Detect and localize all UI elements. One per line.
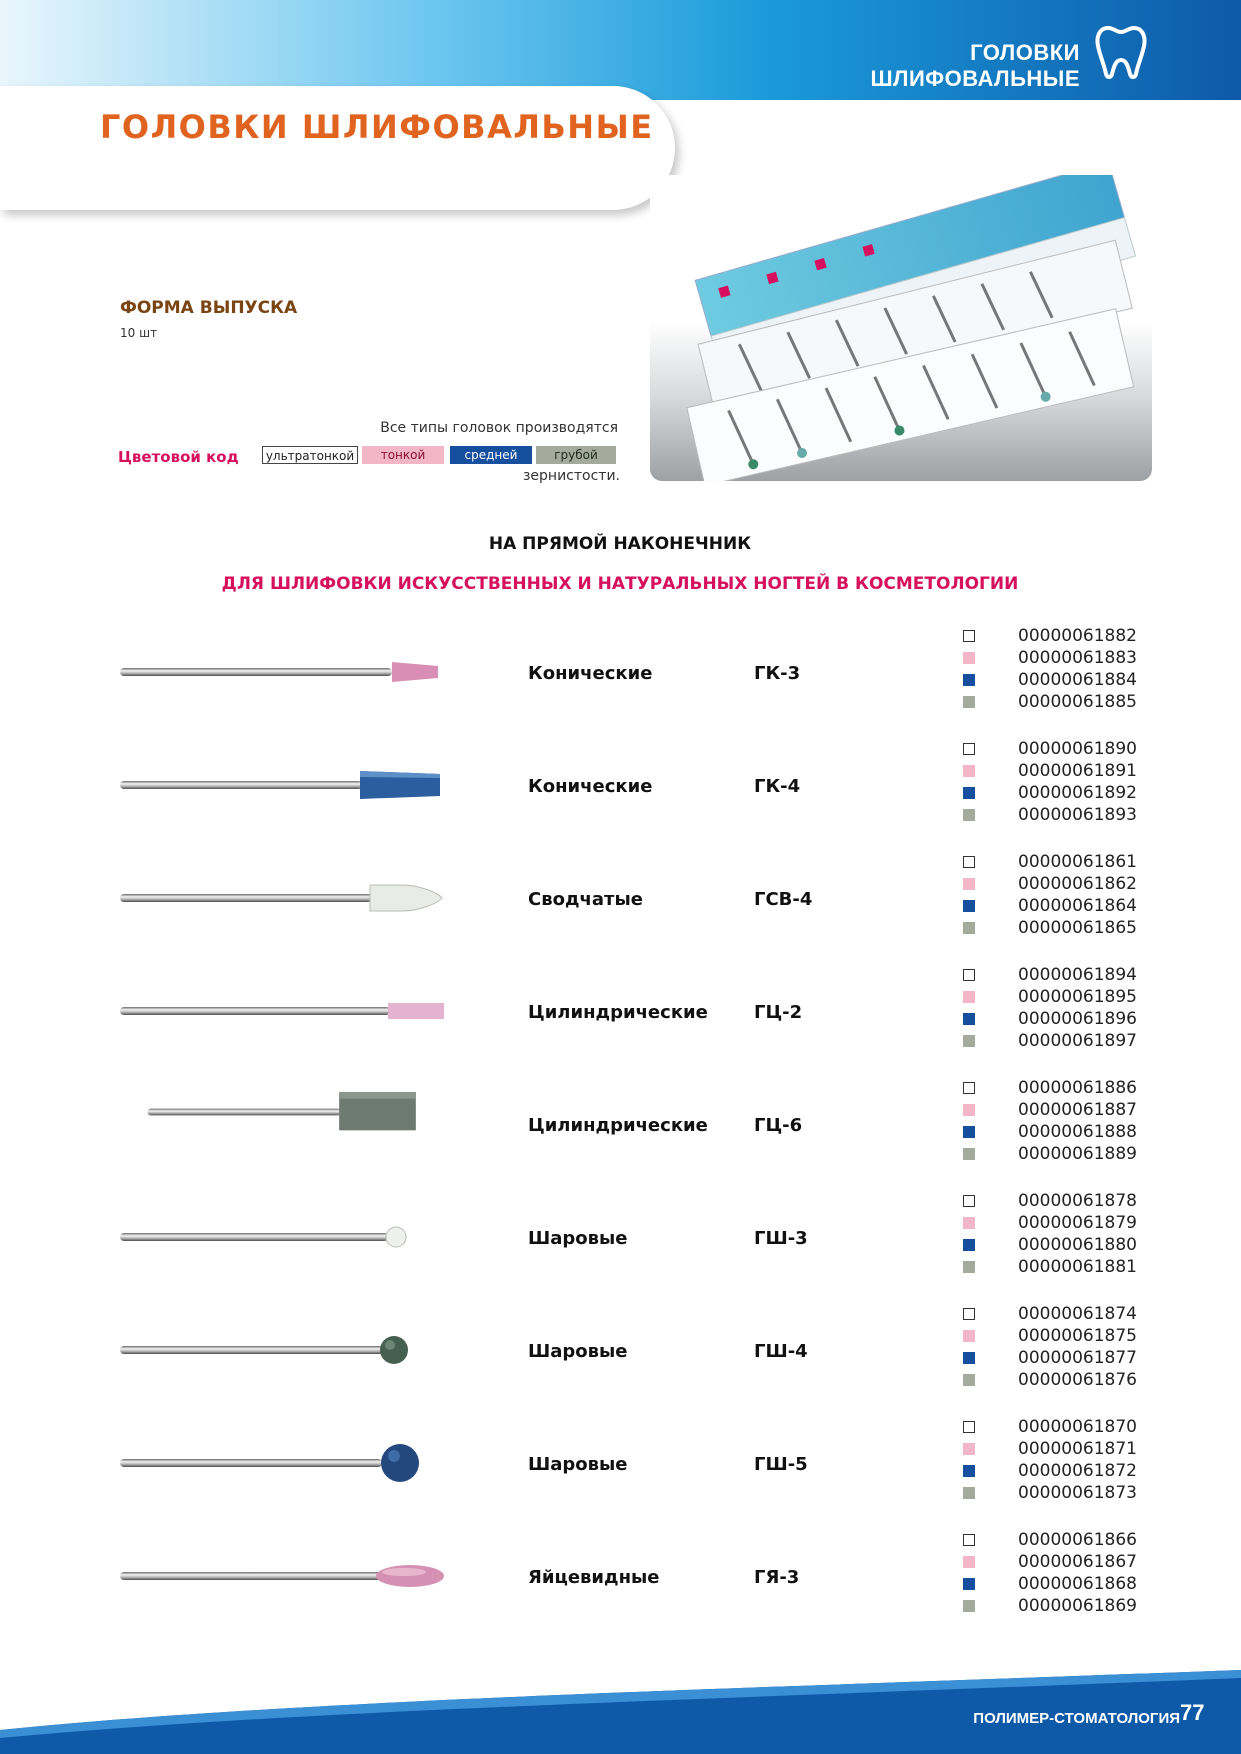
article-number: 00000061891 (1018, 761, 1137, 781)
grit-swatch (963, 900, 975, 912)
product-name: Шаровые (528, 1341, 628, 1362)
article-number: 00000061881 (1018, 1257, 1137, 1277)
burr-conical-gk3-image (120, 647, 450, 697)
grit-swatch (963, 1374, 975, 1386)
product-row (0, 1298, 1241, 1411)
article-number: 00000061889 (1018, 1144, 1137, 1164)
product-code: ГЯ-3 (754, 1567, 800, 1588)
section-title: НА ПРЯМОЙ НАКОНЕЧНИК (488, 534, 752, 554)
article-line (958, 1416, 1188, 1438)
release-quantity: 10 шт (120, 326, 158, 340)
article-number: 00000061878 (1018, 1191, 1137, 1211)
article-number: 00000061893 (1018, 805, 1137, 825)
product-name: Цилиндрические (528, 1115, 708, 1136)
grit-swatch (963, 1082, 975, 1094)
article-line (958, 964, 1188, 986)
article-number: 00000061867 (1018, 1552, 1137, 1572)
article-line (958, 1438, 1188, 1460)
product-name: Шаровые (528, 1228, 628, 1249)
burr-cylindrical-gc2-image (120, 986, 450, 1036)
article-line (958, 804, 1188, 826)
grit-swatch (963, 1421, 975, 1433)
article-line (958, 1482, 1188, 1504)
article-line (958, 647, 1188, 669)
grit-swatch (963, 1239, 975, 1251)
product-name: Конические (528, 663, 653, 684)
grit-swatch (963, 1261, 975, 1273)
grit-swatch (963, 878, 975, 890)
grit-swatch (963, 696, 975, 708)
grit-swatch (963, 1534, 975, 1546)
article-line (958, 1099, 1188, 1121)
footer-wave (0, 1660, 1241, 1754)
grit-swatch (963, 1126, 975, 1138)
article-line (958, 1234, 1188, 1256)
product-code: ГШ-3 (754, 1228, 808, 1249)
article-line (958, 851, 1188, 873)
article-number: 00000061875 (1018, 1326, 1137, 1346)
article-number: 00000061888 (1018, 1122, 1137, 1142)
product-row (0, 1411, 1241, 1524)
color-code-label: Цветовой код (118, 448, 239, 466)
page-number: 77 (1180, 1700, 1205, 1725)
grit-swatch (963, 652, 975, 664)
article-line (958, 760, 1188, 782)
grit-swatch (963, 1352, 975, 1364)
burr-spherical-gsh5-image (120, 1438, 450, 1488)
product-row (0, 733, 1241, 846)
product-row (0, 620, 1241, 733)
article-number: 00000061868 (1018, 1574, 1137, 1594)
product-code: ГШ-4 (754, 1341, 808, 1362)
grit-swatch (963, 1217, 975, 1229)
grit-swatch (963, 674, 975, 686)
article-line (958, 1369, 1188, 1391)
article-number: 00000061884 (1018, 670, 1137, 690)
product-row (0, 846, 1241, 959)
article-number: 00000061869 (1018, 1596, 1137, 1616)
product-name: Конические (528, 776, 653, 797)
article-number: 00000061879 (1018, 1213, 1137, 1233)
grit-swatch (963, 1465, 975, 1477)
article-line (958, 1573, 1188, 1595)
article-number: 00000061866 (1018, 1530, 1137, 1550)
article-line (958, 1460, 1188, 1482)
burr-spherical-gsh3-image (120, 1212, 450, 1262)
article-number: 00000061872 (1018, 1461, 1137, 1481)
product-code: ГК-4 (754, 776, 801, 797)
color-code-note-top: Все типы головок производятся (380, 420, 618, 436)
grit-swatch (963, 1556, 975, 1568)
article-line (958, 738, 1188, 760)
article-number: 00000061865 (1018, 918, 1137, 938)
grit-swatch (963, 1487, 975, 1499)
article-number: 00000061892 (1018, 783, 1137, 803)
article-number: 00000061870 (1018, 1417, 1137, 1437)
product-name: Шаровые (528, 1454, 628, 1475)
grit-swatch (963, 969, 975, 981)
grit-swatch (963, 1578, 975, 1590)
article-number: 00000061880 (1018, 1235, 1137, 1255)
article-line (958, 1325, 1188, 1347)
chip-coarse: грубой (536, 446, 616, 464)
article-number: 00000061877 (1018, 1348, 1137, 1368)
grit-swatch (963, 1195, 975, 1207)
product-name: Цилиндрические (528, 1002, 708, 1023)
article-line (958, 1303, 1188, 1325)
grit-swatch (963, 787, 975, 799)
burr-spherical-gsh4-image (120, 1325, 450, 1375)
color-code-note-bottom: зернистости. (522, 468, 620, 484)
grit-swatch (963, 765, 975, 777)
product-name: Сводчатые (528, 889, 643, 910)
article-number: 00000061894 (1018, 965, 1137, 985)
product-row (0, 1072, 1241, 1185)
article-number: 00000061864 (1018, 896, 1137, 916)
article-number: 00000061896 (1018, 1009, 1137, 1029)
article-number: 00000061886 (1018, 1078, 1137, 1098)
tooth-icon (1090, 20, 1152, 82)
article-line (958, 1008, 1188, 1030)
section-subtitle: ДЛЯ ШЛИФОВКИ ИСКУССТВЕННЫХ И НАТУРАЛЬНЫХ НОГТЕЙ В КОСМЕТОЛОГИИ (221, 574, 1019, 594)
burr-vaulted-gsv4-image (120, 873, 450, 923)
product-row (0, 1524, 1241, 1637)
article-line (958, 1595, 1188, 1617)
chip-fine: тонкой (362, 446, 444, 464)
article-line (958, 1256, 1188, 1278)
article-line (958, 1077, 1188, 1099)
article-line (958, 1190, 1188, 1212)
article-number: 00000061882 (1018, 626, 1137, 646)
article-line (958, 669, 1188, 691)
grit-swatch (963, 1035, 975, 1047)
product-row (0, 1185, 1241, 1298)
page-title: ГОЛОВКИ ШЛИФОВАЛЬНЫЕ (100, 108, 654, 146)
article-line (958, 691, 1188, 713)
product-name: Яйцевидные (528, 1567, 660, 1588)
article-line (958, 895, 1188, 917)
article-number: 00000061885 (1018, 692, 1137, 712)
article-line (958, 782, 1188, 804)
article-line (958, 1551, 1188, 1573)
packaging-photo (650, 175, 1152, 481)
article-line (958, 1143, 1188, 1165)
article-number: 00000061897 (1018, 1031, 1137, 1051)
grit-swatch (963, 1443, 975, 1455)
grit-swatch (963, 743, 975, 755)
grit-swatch (963, 856, 975, 868)
article-number: 00000061887 (1018, 1100, 1137, 1120)
product-code: ГК-3 (754, 663, 801, 684)
product-code: ГЦ-6 (754, 1115, 803, 1136)
article-line (958, 873, 1188, 895)
article-number: 00000061862 (1018, 874, 1137, 894)
grit-swatch (963, 1104, 975, 1116)
chip-medium: средней (450, 446, 532, 464)
article-line (958, 625, 1188, 647)
grit-swatch (963, 809, 975, 821)
grit-swatch (963, 1013, 975, 1025)
grit-swatch (963, 630, 975, 642)
grit-swatch (963, 1308, 975, 1320)
grit-swatch (963, 1600, 975, 1612)
article-line (958, 986, 1188, 1008)
grit-swatch (963, 1330, 975, 1342)
header-title: ГОЛОВКИ ШЛИФОВАЛЬНЫЕ (870, 40, 1080, 91)
article-number: 00000061883 (1018, 648, 1137, 668)
chip-ultrafine: ультратонкой (262, 446, 358, 464)
article-line (958, 1212, 1188, 1234)
burr-conical-gk4-image (120, 760, 450, 810)
grit-swatch (963, 1148, 975, 1160)
article-number: 00000061871 (1018, 1439, 1137, 1459)
article-number: 00000061861 (1018, 852, 1137, 872)
article-line (958, 917, 1188, 939)
article-line (958, 1347, 1188, 1369)
footer-brand: ПОЛИМЕР-СТОМАТОЛОГИЯ (973, 1710, 1180, 1727)
product-code: ГШ-5 (754, 1454, 808, 1475)
burr-cylindrical-gc6-image (120, 1087, 450, 1137)
article-number: 00000061874 (1018, 1304, 1137, 1324)
title-tab (0, 86, 675, 210)
article-line (958, 1529, 1188, 1551)
article-number: 00000061895 (1018, 987, 1137, 1007)
product-code: ГЦ-2 (754, 1002, 803, 1023)
grit-swatch (963, 922, 975, 934)
article-line (958, 1121, 1188, 1143)
article-number: 00000061890 (1018, 739, 1137, 759)
burr-ovoid-gya3-image (120, 1551, 450, 1601)
article-line (958, 1030, 1188, 1052)
grit-swatch (963, 991, 975, 1003)
release-form-title: ФОРМА ВЫПУСКА (120, 298, 298, 318)
article-number: 00000061876 (1018, 1370, 1137, 1390)
product-row (0, 959, 1241, 1072)
product-code: ГСВ-4 (754, 889, 813, 910)
article-number: 00000061873 (1018, 1483, 1137, 1503)
